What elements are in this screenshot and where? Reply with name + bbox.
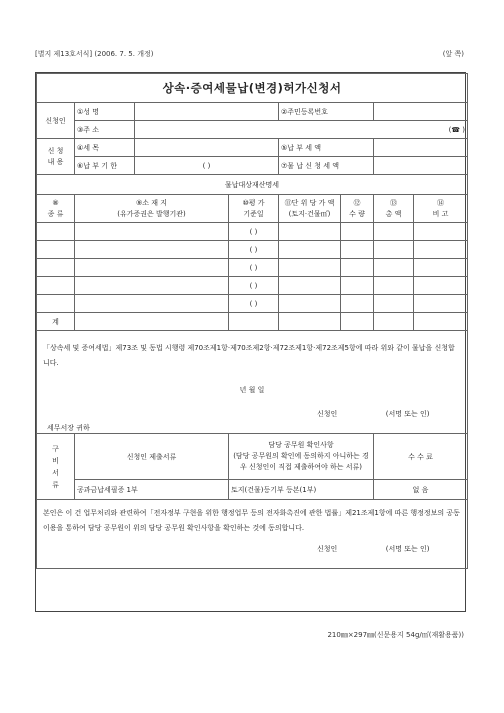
application-form [35, 72, 466, 612]
submit-item: 공과금납세필증 1부 [75, 480, 229, 500]
declaration-block [37, 331, 468, 434]
submit-header: 신청인 제출서류 [75, 434, 229, 480]
form-table [36, 73, 468, 569]
rrn-field[interactable] [374, 103, 468, 121]
tax-amount-field[interactable] [374, 139, 468, 157]
header-remarks: ⑭ 비 고 [414, 195, 468, 223]
paper-spec: 210㎜×297㎜(신문용지 54g/㎡(재활용품)) [327, 631, 464, 639]
rrn-label: ②주민등록번호 [279, 103, 374, 121]
due-date-field[interactable]: ( ) [135, 157, 279, 175]
address-field[interactable] [135, 121, 468, 139]
consent-text: 본인은 이 건 업무처리와 관련하여「전자정부 구현을 위한 행정업무 등의 전자화촉진에 관한 법률」제21조제1항에 따른 행정정보의 공동이용을 통하여 담당 공무원이 위의 담당 공무원 확인사항을 확인하는 것에 동의합니다. [43, 509, 460, 532]
header-location: ⑨소 재 지 (유가증권은 발행기관) [75, 195, 229, 223]
declaration-text: 「상속세 및 증여세법」제73조 및 동법 시행령 제70조제1항·제70조제2항·제72조제1항·제72조제5항에 따라 위와 같이 물납을 신청합니다. [43, 344, 455, 367]
header-kind: ⑧ 종 류 [37, 195, 75, 223]
officer-header: 담당 공무원 확인사항 (담당 공무원의 확인에 동의하지 아니하는 경 우 신청인이 직접 제출하여야 하는 서류) [229, 434, 374, 480]
consent-sign-line [37, 544, 467, 554]
details-section: 신 청 내 용 [37, 139, 75, 175]
property-caption: 물납대상재산명세 [37, 175, 468, 195]
table-row: ( ) [37, 277, 468, 295]
form-title: 상속·증여세물납(변경)허가신청서 [37, 74, 468, 103]
table-row: ( ) [37, 295, 468, 313]
tax-amount-label: ⑤납 부 세 액 [279, 139, 374, 157]
applied-amount-field[interactable] [374, 157, 468, 175]
form-id: [별지 제13호서식] (2006. 7. 5. 개정) [35, 50, 154, 58]
addressee: 세무서장 귀하 [47, 424, 90, 432]
fee-value: 없 음 [374, 480, 468, 500]
total-label: 계 [37, 313, 75, 331]
header-total: ⑬ 총 액 [374, 195, 414, 223]
tax-item-label: ④세 목 [75, 139, 135, 157]
declaration-date[interactable]: 년 월 일 [239, 386, 265, 394]
tax-item-field[interactable] [135, 139, 279, 157]
officer-item: 토지(건물)등기부 등본(1부) [229, 480, 374, 500]
header-valuation-date: ⑩평 가 기준일 [229, 195, 279, 223]
header-unit-price: ⑪단 위 당 가 액 (토지·건물㎡) [279, 195, 341, 223]
table-row: ( ) [37, 223, 468, 241]
consent-block [37, 500, 468, 569]
consent-sign[interactable]: (서명 또는 인) [385, 545, 430, 553]
declaration-sign-line [37, 409, 467, 419]
declaration-applicant: 신청인 [317, 410, 338, 418]
table-row: ( ) [37, 259, 468, 277]
due-date-label: ⑥납 부 기 한 [75, 157, 135, 175]
documents-section: 구 비 서 류 [37, 434, 75, 500]
declaration-sign[interactable]: (서명 또는 인) [385, 410, 430, 418]
table-row: ( ) [37, 241, 468, 259]
fee-header: 수 수 료 [374, 434, 468, 480]
total-row [37, 313, 468, 331]
page-side: (앞 쪽) [442, 50, 464, 58]
name-field[interactable] [135, 103, 279, 121]
address-label: ③주 소 [75, 121, 135, 139]
consent-applicant: 신청인 [317, 545, 338, 553]
phone-label: (☎ ) [448, 125, 466, 134]
applicant-section: 신청인 [37, 103, 75, 139]
name-label: ①성 명 [75, 103, 135, 121]
applied-amount-label: ⑦물 납 신 청 세 액 [279, 157, 374, 175]
header-quantity: ⑫ 수 량 [341, 195, 374, 223]
